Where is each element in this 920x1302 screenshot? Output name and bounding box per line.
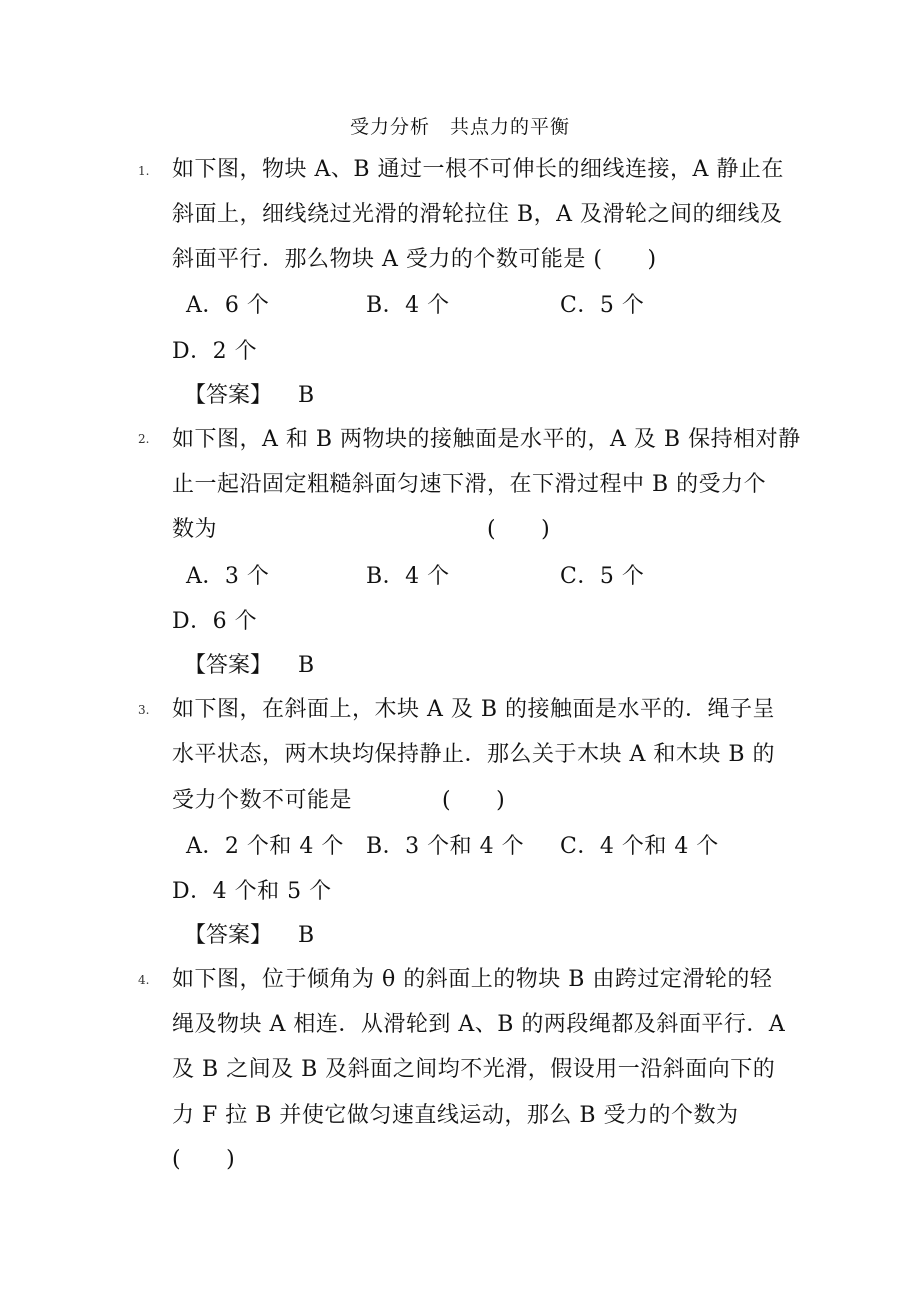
question-number: 4. (138, 973, 150, 987)
question-text-line: 及 B 之间及 B 及斜面之间均不光滑，假设用一沿斜面向下的 (172, 1057, 776, 1082)
option-a: A．6 个 (186, 293, 270, 318)
question-text-line: 水平状态，两木块均保持静止．那么关于木块 A 和木块 B 的 (172, 742, 776, 767)
option-c: C．5 个 (560, 293, 645, 318)
page-title: 受力分析 共点力的平衡 (349, 116, 570, 138)
question-text-line: 力 F 拉 B 并使它做匀速直线运动，那么 B 受力的个数为 (172, 1103, 739, 1128)
answer-value: B (298, 923, 315, 948)
question-text-line: 如下图，A 和 B 两物块的接触面是水平的，A 及 B 保持相对静 (172, 427, 801, 452)
answer-label: 【答案】 (184, 653, 273, 678)
answer-value: B (298, 383, 315, 408)
answer-label: 【答案】 (184, 383, 273, 408)
answer-label: 【答案】 (184, 923, 273, 948)
option-b: B．4 个 (366, 293, 450, 318)
answer-line (184, 918, 314, 949)
question-number: 3. (138, 703, 150, 717)
option-d: D．6 个 (172, 609, 258, 634)
question-text-line: 如下图，位于倾角为 θ 的斜面上的物块 B 由跨过定滑轮的轻 (172, 967, 773, 992)
question-text-line: 绳及物块 A 相连．从滑轮到 A、B 的两段绳都及斜面平行．A (172, 1012, 786, 1037)
option-c: C．4 个和 4 个 (560, 834, 719, 859)
option-d: D．2 个 (172, 339, 258, 364)
option-d: D．4 个和 5 个 (172, 879, 332, 904)
option-b: B．4 个 (366, 564, 450, 589)
question-text-line: 止一起沿固定粗糙斜面匀速下滑，在下滑过程中 B 的受力个 (172, 472, 767, 497)
question-text-line: 如下图，在斜面上，木块 A 及 B 的接触面是水平的．绳子呈 (172, 697, 776, 722)
answer-line (184, 648, 314, 679)
option-b: B．3 个和 4 个 (366, 834, 525, 859)
answer-value: B (298, 653, 315, 678)
question-text-line: ( ) (172, 1147, 236, 1172)
question-number: 1. (138, 164, 150, 178)
question-text-line: 如下图，物块 A、B 通过一根不可伸长的细线连接，A 静止在 (172, 157, 784, 182)
question-text-line: 数为 ( ) (172, 517, 551, 542)
question-text-line: 斜面平行．那么物块 A 受力的个数可能是 ( ) (172, 247, 657, 272)
question-text-line: 斜面上，细线绕过光滑的滑轮拉住 B，A 及滑轮之间的细线及 (172, 202, 783, 227)
question-number: 2. (138, 432, 150, 446)
question-text-line: 受力个数不可能是 ( ) (172, 788, 506, 813)
option-c: C．5 个 (560, 564, 645, 589)
answer-line (184, 378, 314, 409)
option-a: A．2 个和 4 个 (186, 834, 344, 859)
option-a: A．3 个 (186, 564, 270, 589)
